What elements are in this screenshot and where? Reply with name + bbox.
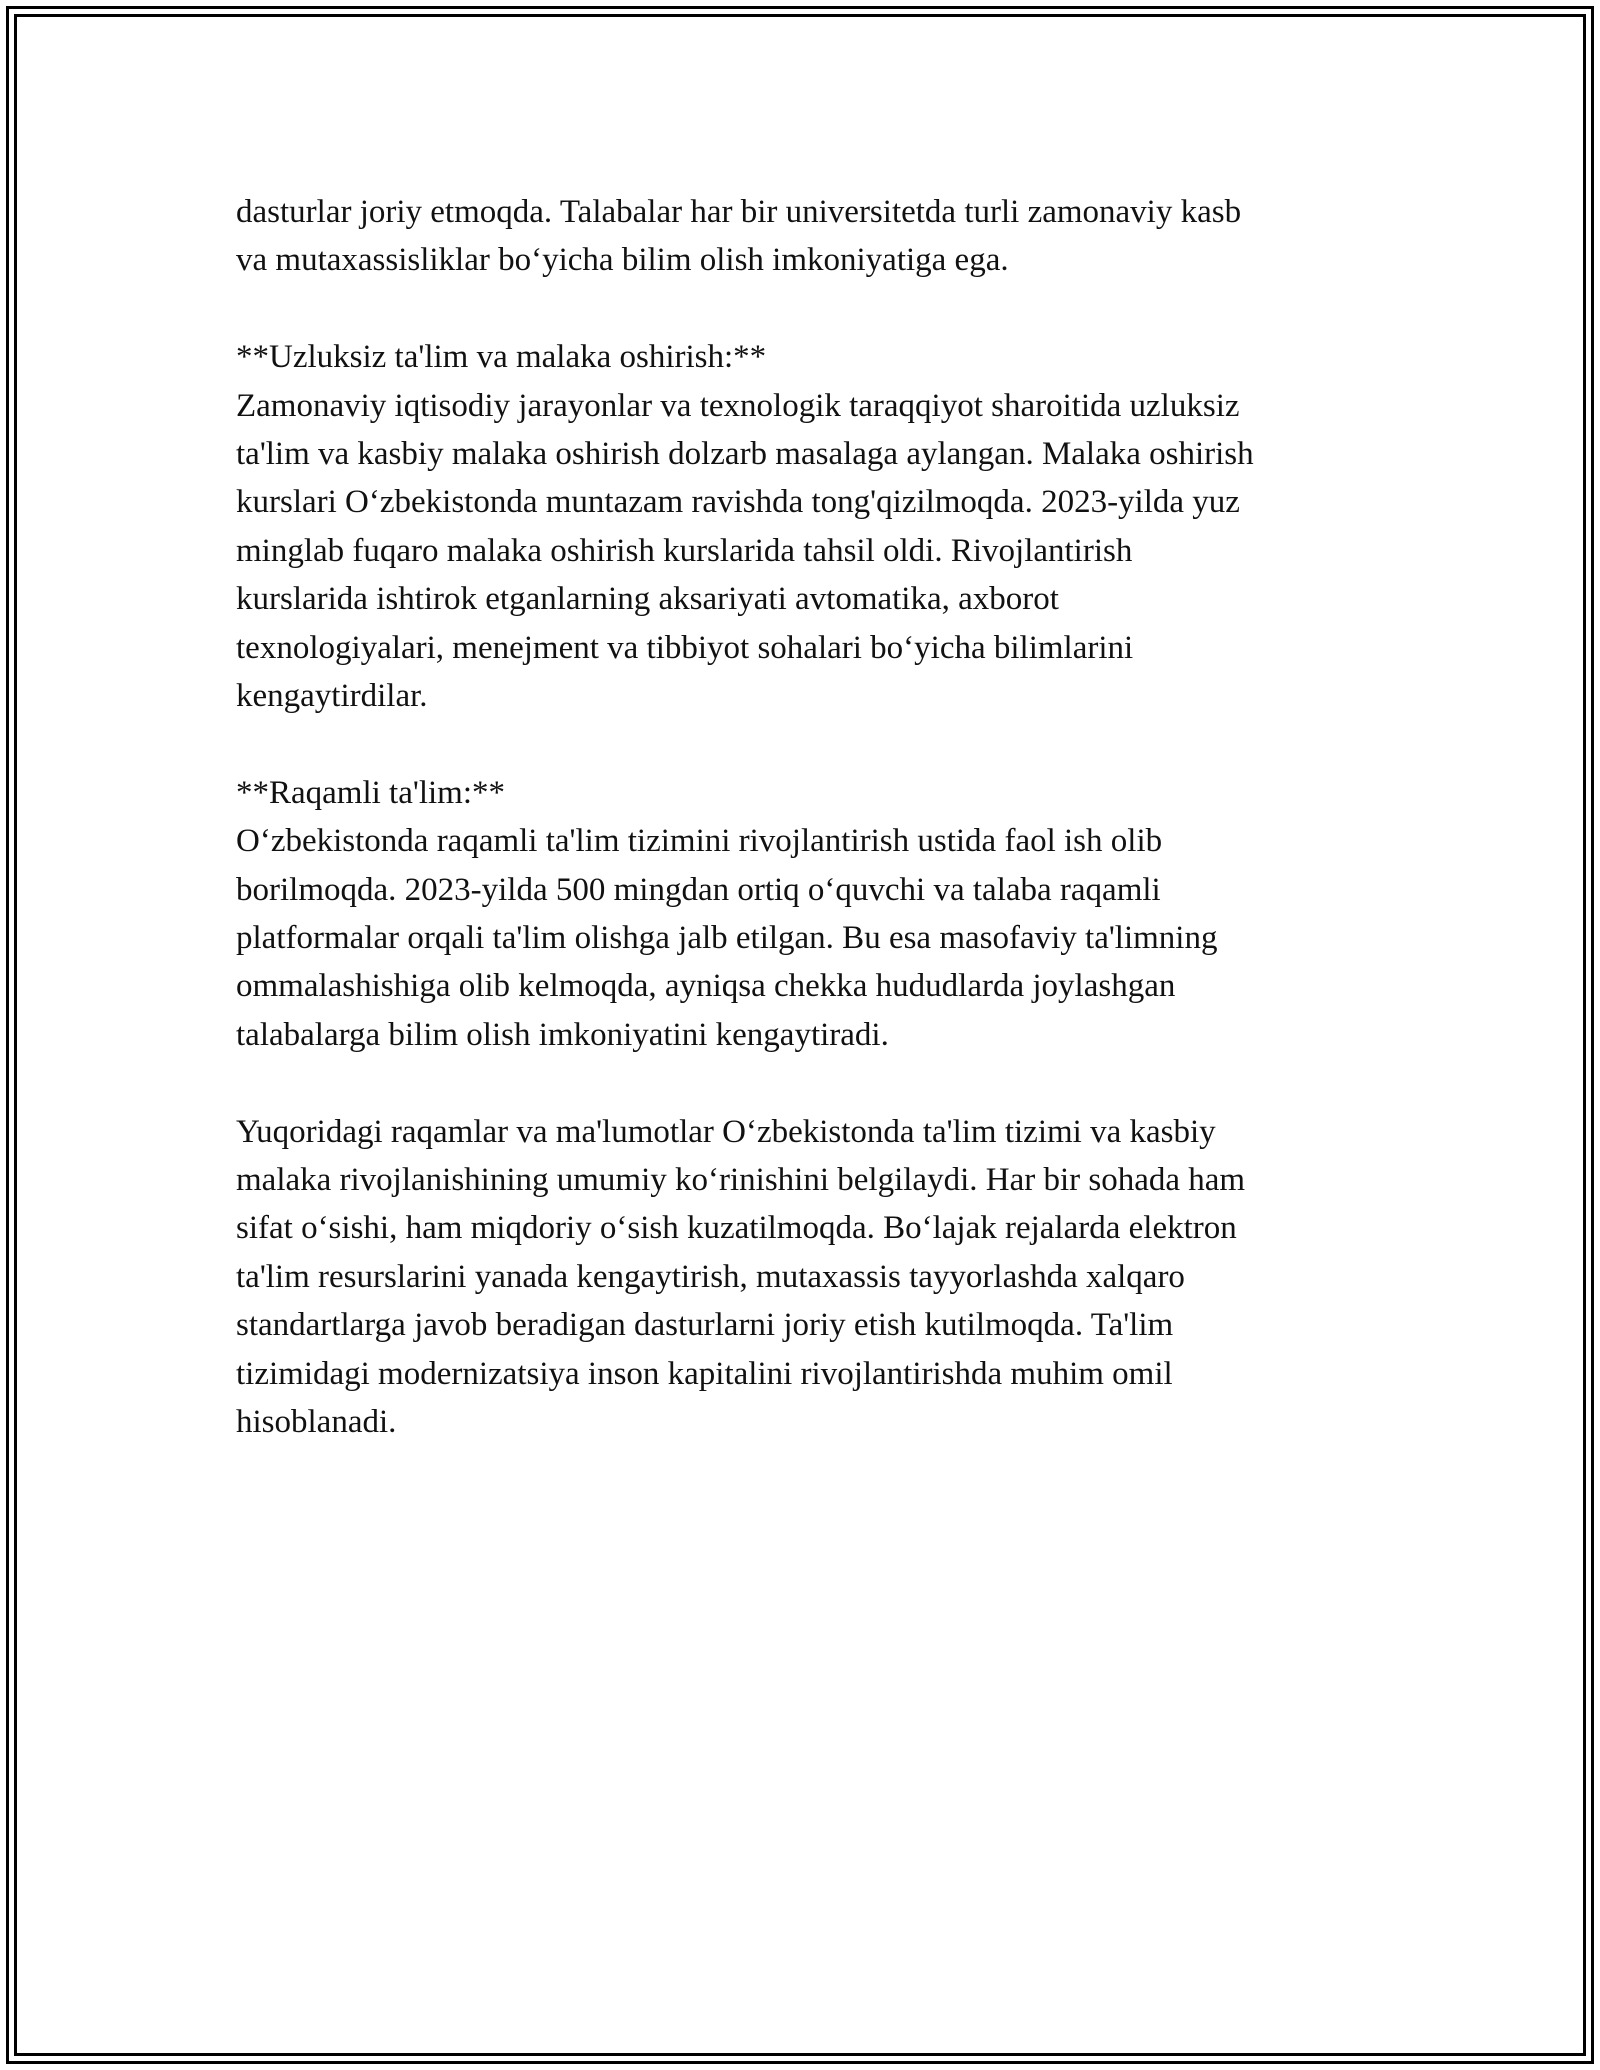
intro-paragraph: dasturlar joriy etmoqda. Talabalar har bir universitetda turli zamonaviy kasb va mutaxassisliklar bo‘yicha bilim olish imkoniyatiga ega.: [236, 194, 1242, 279]
closing-paragraph: Yuqoridagi raqamlar va ma'lumotlar O‘zbekistonda ta'lim tizimi va kasbiy malaka rivojlanishining umumiy ko‘rinishini belgilaydi. Har bir sohada ham sifat o‘sishi, ham miqdoriy o‘sish kuzatilmoqda. Bo‘lajak rejalarda elektron ta'lim resurslarini yanada kengaytirish, mutaxassis tayyorlashda xalqaro standartlarga javob beradigan dasturlarni joriy etish kutilmoqda. Ta'lim tizimidagi modernizatsiya inson kapitalini rivojlantirishda muhim omil hisoblanadi.: [236, 1113, 1246, 1441]
section-digital-education: [236, 769, 1406, 1059]
section-body: O‘zbekistonda raqamli ta'lim tizimini rivojlantirish ustida faol ish olib borilmoqda. 2023-yilda 500 mingdan ortiq o‘quvchi va talaba raqamli platformalar orqali ta'lim olishga jalb etilgan. Bu esa masofaviy ta'limning ommalashishiga olib kelmoqda, ayniqsa chekka hududlarda joylashgan talabalarga bilim olish imkoniyatini kengaytiradi.: [236, 823, 1218, 1053]
section-heading: **Raqamli ta'lim:**: [236, 774, 505, 811]
section-body: Zamonaviy iqtisodiy jarayonlar va texnologik taraqqiyot sharoitida uzluksiz ta'lim va kasbiy malaka oshirish dolzarb masalaga aylangan. Malaka oshirish kurslari O‘zbekistonda muntazam ravishda tong'qizilmoqda. 2023-yilda yuz minglab fuqaro malaka oshirish kurslarida tahsil oldi. Rivojlantirish kurslarida ishtirok etganlarning aksariyati avtomatika, axborot texnologiyalari, menejment va tibbiyot sohalari bo‘yicha bilimlarini kengaytirdilar.: [236, 387, 1254, 715]
section-continuous-education: [236, 333, 1406, 720]
section-heading: **Uzluksiz ta'lim va malaka oshirish:**: [236, 339, 767, 376]
document-body: [236, 188, 1406, 1495]
